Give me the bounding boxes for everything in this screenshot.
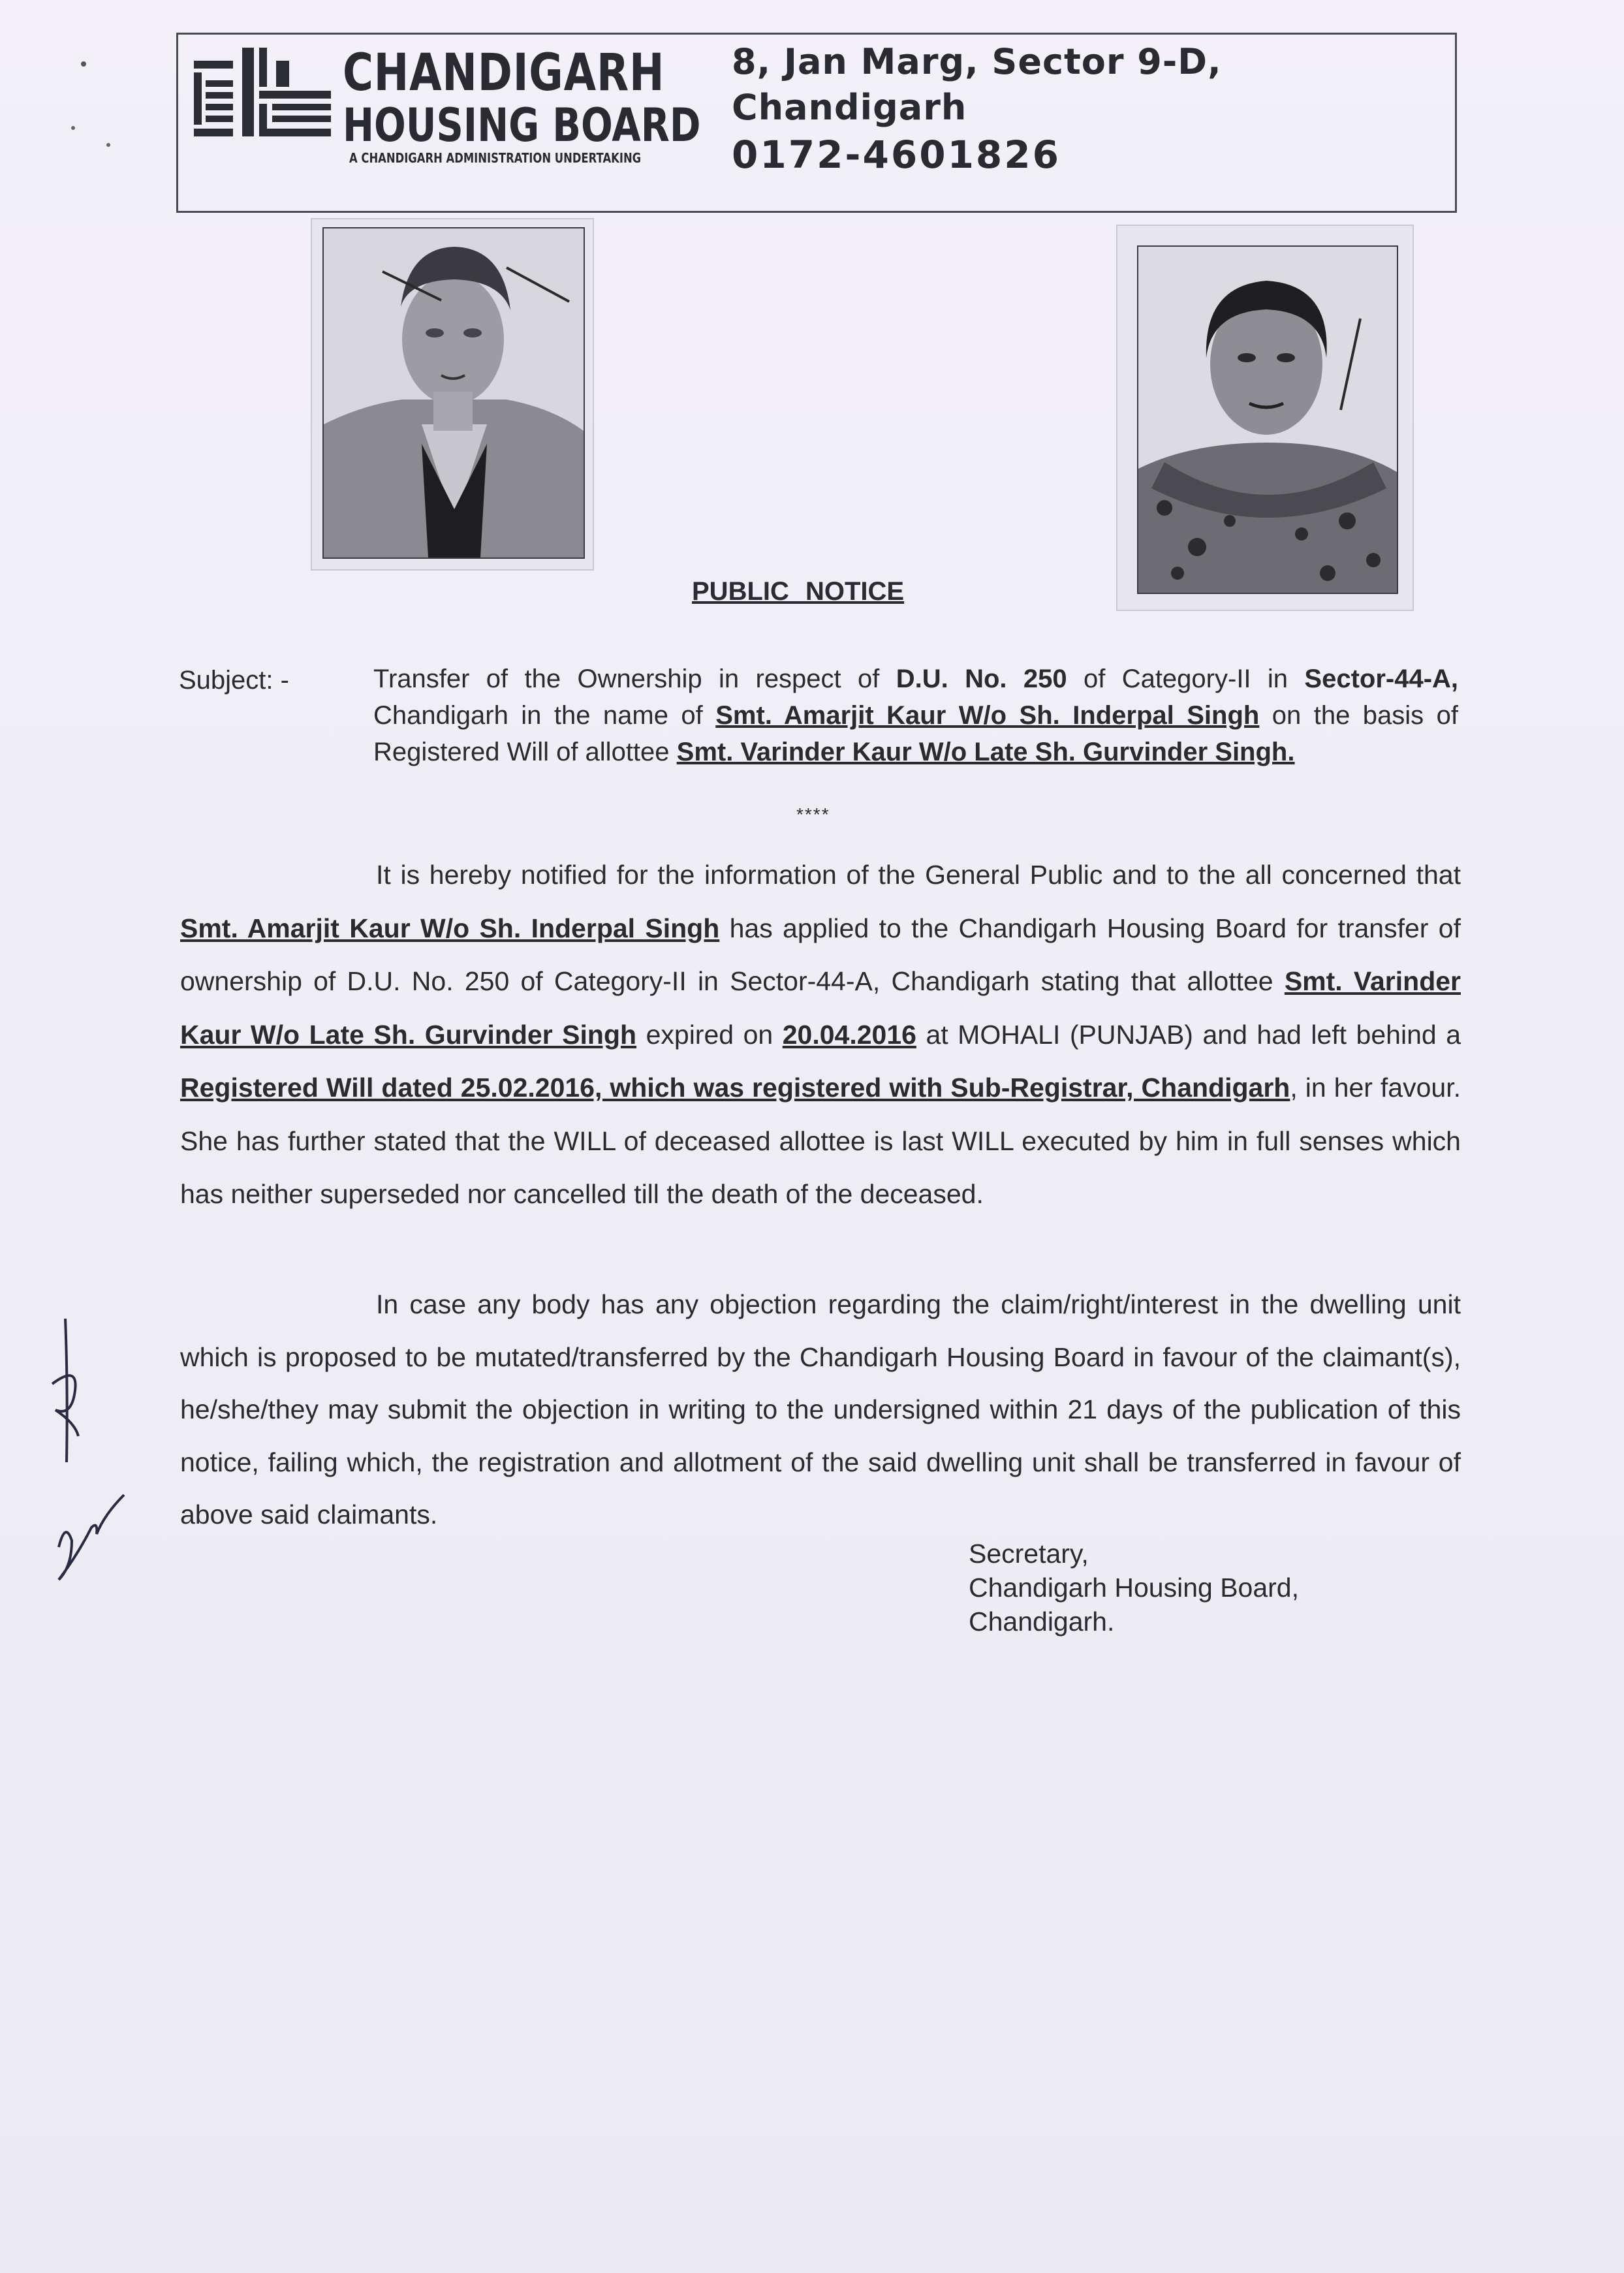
subject-part: on the basis of Registered Will of allottee: [373, 701, 1458, 766]
death-date: 20.04.2016: [782, 1019, 916, 1050]
para-text: In case any body has any objection regarding the claim/right/interest in the dwelling unit which is proposed to be mutated/transferred by the Chandigarh Housing Board in favour of the claimant(s), he/she/they may submit the objection in writing to the undersigned within 21 days of the publication of this notice, failing which, the registration and allotment of the said dwelling unit shall be transferred in favour of above said claimants.: [180, 1289, 1461, 1529]
notice-paragraph-1: [180, 849, 1461, 1221]
separator: ****: [796, 804, 830, 824]
address-line2: Chandigarh: [732, 87, 967, 128]
claimant-name: Smt. Amarjit Kaur W/o Sh. Inderpal Singh: [180, 913, 720, 943]
subject-part: Transfer of the Ownership in respect of: [373, 665, 896, 693]
para-part: expired on: [636, 1019, 783, 1050]
org-name-line2: HOUSING BOARD: [343, 99, 701, 152]
para-part: at MOHALI (PUNJAB) and had left behind a: [916, 1019, 1461, 1050]
du-number: D.U. No. 250: [896, 665, 1067, 693]
subject-part: of Category-II in: [1067, 665, 1305, 693]
signatory-city: Chandigarh.: [969, 1607, 1115, 1637]
para-part: , in her favour. She has further stated that the WILL of deceased allottee is last WILL executed by him in full senses which has neither superseded nor cancelled till the death of the deceased.: [180, 1073, 1461, 1209]
notice-title: PUBLIC NOTICE: [692, 577, 905, 606]
chb-logo-icon: [191, 41, 335, 152]
org-tagline: A CHANDIGARH ADMINISTRATION UNDERTAKING: [349, 150, 642, 166]
photo-left: [311, 218, 594, 571]
registered-will: Registered Will dated 25.02.2016, which was registered with Sub-Registrar, Chandigarh: [180, 1073, 1290, 1103]
phone-number: 0172-4601826: [732, 133, 1061, 177]
allottee-name: Smt. Varinder Kaur W/o Late Sh. Gurvinder Singh.: [676, 738, 1295, 766]
org-name-line1: CHANDIGARH: [343, 44, 665, 102]
para-part: has applied to the Chandigarh Housing Board for transfer of ownership of D.U. No. 250 of Category-II in Sector-44-A, Chandigarh stating that allottee: [180, 913, 1461, 996]
address-line1: 8, Jan Marg, Sector 9-D,: [732, 41, 1222, 82]
para-part: It is hereby notified for the information of the General Public and to the all concerned that: [376, 860, 1461, 890]
signature-block: [969, 1537, 1299, 1638]
woman-portrait-icon: [1138, 247, 1397, 593]
claimant-name: Smt. Amarjit Kaur W/o Sh. Inderpal Singh: [715, 701, 1260, 730]
elderly-woman-portrait-icon: [324, 228, 584, 557]
subject-part: Chandigarh in the name of: [373, 701, 716, 730]
photo-right: [1116, 225, 1414, 611]
handwritten-initials: [39, 1306, 144, 1606]
signatory-title: Secretary,: [969, 1539, 1089, 1569]
scan-specks: [0, 0, 196, 196]
sector: Sector-44-A,: [1304, 665, 1459, 693]
notice-paragraph-2: [180, 1278, 1461, 1541]
subject-label: Subject: -: [179, 666, 289, 695]
subject-text: [373, 661, 1458, 770]
letterhead: [176, 33, 1457, 213]
signatory-org: Chandigarh Housing Board,: [969, 1573, 1299, 1603]
allottee-name: Smt. Varinder Kaur W/o Late Sh. Gurvinder Singh: [180, 966, 1461, 1050]
